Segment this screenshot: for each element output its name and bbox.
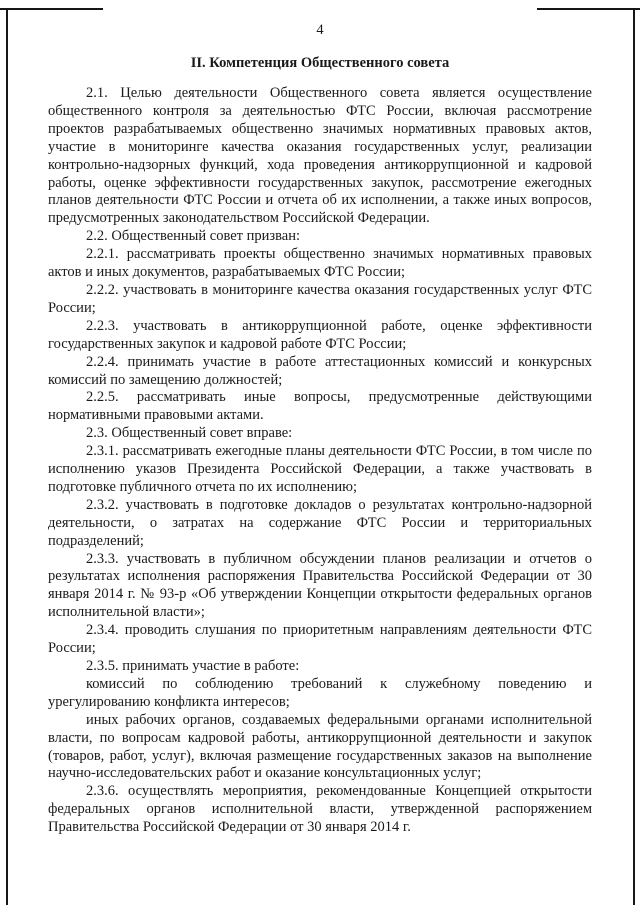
paragraph-2-3-1: 2.3.1. рассматривать ежегодные планы деятельности ФТС России, в том числе по исполнению указов Президента Российской Федерации, а также участвовать в подготовке публичного отчета по их исполнению; [48,443,592,495]
paragraph-2-3-6: 2.3.6. осуществлять мероприятия, рекомендованные Концепцией открытости федеральных органов исполнительной власти, утвержденной распоряжением Правительства Российской Федерации от 30 января 2014 г. [48,783,592,836]
document-body [48,85,592,837]
paragraph-2-3-2: 2.3.2. участвовать в подготовке докладов о результатах контрольно-надзорной деятельности, о затратах на содержание ФТС России и территориальных подразделений; [48,496,592,549]
page-border-top-left [0,8,103,10]
paragraph-2-3-5: 2.3.5. принимать участие в работе: [86,658,300,674]
paragraph-2-2-2: 2.2.2. участвовать в мониторинге качества оказания государственных услуг ФТС России; [48,281,592,316]
paragraph-2-3-4: 2.3.4. проводить слушания по приоритетным направлениям деятельности ФТС России; [48,622,592,657]
page-number: 4 [316,22,324,38]
page-border-right [633,8,635,905]
page-border-left [6,8,8,905]
paragraph-2-2-5: 2.2.5. рассматривать иные вопросы, предусмотренные действующими нормативными правовыми актами. [48,389,592,424]
paragraph-2-2-3: 2.2.3. участвовать в антикоррупционной работе, оценке эффективности государственных закупок и кадровой работе ФТС России; [48,317,592,352]
paragraph-2-3-5-other-bodies: иных рабочих органов, создаваемых федеральными органами исполнительной власти, по вопросам кадровой работы, антикоррупционной деятельности и закупок (товаров, работ, услуг), включая размещение государственных заказов на выполнение научно-исследовательских работ и оказание консультационных услуг; [48,711,592,782]
paragraph-2-3-5-commissions: комиссий по соблюдению требований к служебному поведению и урегулированию конфликта интересов; [48,675,592,710]
section-heading: II. Компетенция Общественного совета [190,55,450,71]
paragraph-2-2: 2.2. Общественный совет призван: [86,228,301,245]
paragraph-2-2-1: 2.2.1. рассматривать проекты общественно значимых нормативных правовых актов и иных документов, разрабатываемых ФТС России; [48,246,592,281]
page-border-top-right [537,8,640,10]
paragraph-2-3-3: 2.3.3. участвовать в публичном обсуждении планов реализации и отчетов о результатах исполнения распоряжения Правительства Российской Федерации от 30 января 2014 г. № 93-р «Об утверждении Концепции открытости федеральных органов исполнительной власти»; [48,550,592,621]
paragraph-2-1: 2.1. Целью деятельности Общественного совета является осуществление общественного контроля за деятельностью ФТС России, включая рассмотрение проектов разрабатываемых общественно значимых нормативных правовых актов, участие в мониторинге качества оказания государственных услуг, реализации контрольно-надзорных функций, хода проведения антикоррупционной и кадровой работы, оценке эффективности государственных закупок, рассмотрение ежегодных планов деятельности ФТС России и отчета об их исполнении, а также иных вопросов, предусмотренных законодательством Российской Федерации. [48,85,592,227]
paragraph-2-2-4: 2.2.4. принимать участие в работе аттестационных комиссий и конкурсных комиссий по замещению должностей; [48,353,592,388]
paragraph-2-3: 2.3. Общественный совет вправе: [86,425,293,442]
